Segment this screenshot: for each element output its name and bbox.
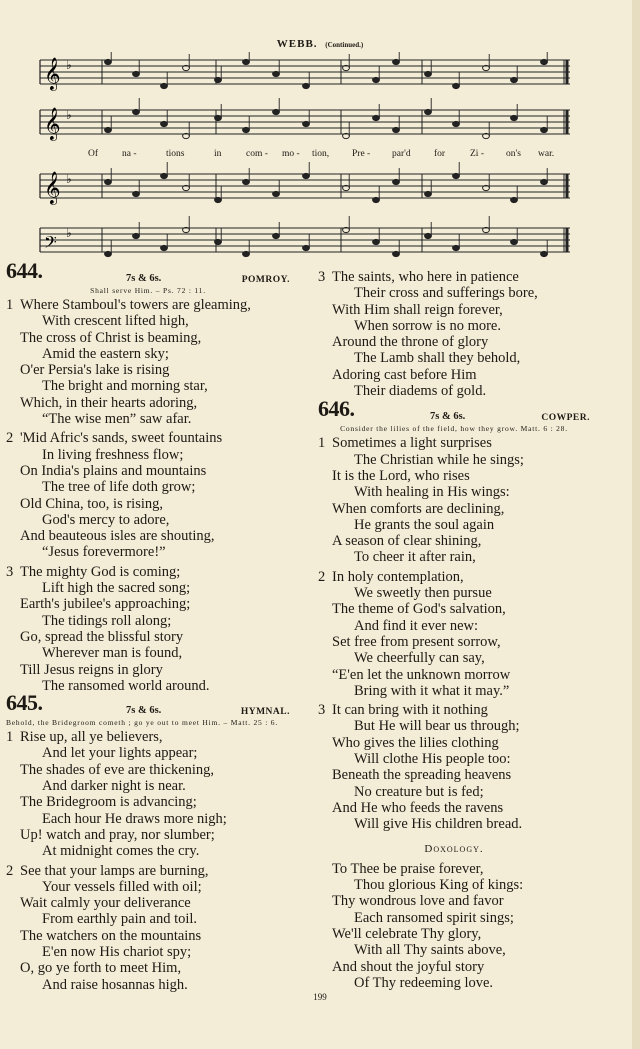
doxology-verses: [318, 861, 590, 991]
verse-text: And darker night is near.: [42, 778, 186, 795]
scripture-reference: Shall serve Him. – Ps. 72 : 11.: [90, 286, 206, 295]
verse-text: Wherever man is found,: [42, 645, 183, 662]
verse-line: [6, 811, 290, 827]
scripture-reference: Consider the lilies of the field, how they grow. Matt. 6 : 28.: [340, 424, 568, 434]
verse-line: [318, 585, 590, 601]
verse-line: [318, 601, 590, 617]
flat-icon: ♭: [66, 226, 72, 240]
verse-line: [6, 895, 290, 911]
verse-line: [6, 297, 290, 313]
lyric-syllable: Pre -: [352, 149, 371, 159]
note-head: [133, 191, 140, 196]
verse-text: “The wise men” saw afar.: [42, 411, 192, 428]
note-head: [393, 59, 400, 64]
verse-line: [318, 484, 590, 500]
verse-text: God's mercy to adore,: [42, 511, 170, 528]
note-head: [425, 191, 432, 196]
verse-line: [6, 960, 290, 976]
verse-text: The tidings roll along;: [42, 612, 172, 629]
tune-name: WEBB.: [276, 38, 318, 50]
verse-text: The Lamb shall they behold,: [354, 350, 521, 367]
verse-text: The Bridegroom is advancing;: [20, 794, 197, 811]
lyric-syllable: Zi -: [470, 149, 484, 159]
note-head: [273, 71, 280, 76]
verse-line: [318, 367, 590, 383]
lyric-syllable: war.: [538, 149, 555, 159]
verse-text: No creature but is fed;: [354, 783, 484, 800]
hymn-verses: [6, 297, 290, 694]
verse-text: 'Mid Afric's sands, sweet fountains: [20, 430, 223, 447]
note-head: [511, 115, 518, 120]
note-head: [541, 251, 548, 256]
verse-text: Amid the eastern sky;: [42, 345, 169, 362]
note-head: [511, 239, 518, 244]
verse-text: The tree of life doth grow;: [42, 479, 196, 496]
note-head: [373, 239, 380, 244]
verse-line: [6, 729, 290, 745]
verse-line: [318, 816, 590, 832]
hymn-tune: POMROY.: [241, 275, 290, 285]
verse-text: Around the throne of glory: [332, 334, 489, 351]
verse-line: [318, 285, 590, 301]
verse-number: 2: [6, 430, 14, 447]
verse-text: With healing in His wings:: [354, 484, 510, 501]
verse-line: [318, 718, 590, 734]
note-head: [303, 173, 310, 178]
music-score: [36, 52, 576, 262]
verse-line: [6, 463, 290, 479]
note-head: [303, 83, 310, 88]
verse-line: [318, 435, 590, 451]
verse-text: The ransomed world around.: [42, 677, 210, 694]
verse-line: [6, 863, 290, 879]
hymn-meter: 7s & 6s.: [430, 411, 466, 423]
note-head: [161, 173, 168, 178]
verse-text: Set free from present sorrow,: [332, 633, 501, 650]
verse-text: At midnight comes the cry.: [42, 843, 200, 860]
lyric-syllable: com -: [246, 149, 268, 159]
verse-text: It is the Lord, who rises: [332, 467, 470, 484]
doxology-line: We'll celebrate Thy glory,: [332, 925, 482, 942]
note-head: [541, 179, 548, 184]
verse: [6, 297, 290, 427]
verse-line: [6, 512, 290, 528]
verse-line: [318, 800, 590, 816]
verse-text: E'en now His chariot spy;: [42, 943, 192, 960]
verse-line: [318, 302, 590, 318]
verse-text: The bright and morning star,: [42, 378, 208, 395]
verse-text: With Him shall reign forever,: [332, 301, 503, 318]
doxology-line: Each ransomed spirit sings;: [354, 909, 514, 926]
note-head: [373, 197, 380, 202]
verse-text: The shades of eve are thickening,: [20, 761, 215, 778]
bass-clef-icon: 𝄢: [44, 232, 57, 256]
verse-text: Beneath the spreading heavens: [332, 767, 512, 784]
verse-text: In living freshness flow;: [42, 446, 184, 463]
note-head: [243, 127, 250, 132]
verse-text: To cheer it after rain,: [354, 549, 476, 566]
note-head: [425, 233, 432, 238]
hymn-number: 645.: [6, 690, 43, 716]
note-head: [393, 251, 400, 256]
verse-text: See that your lamps are burning,: [20, 862, 209, 879]
verse-line: [318, 702, 590, 718]
verse-line: [6, 596, 290, 612]
note-head: [373, 115, 380, 120]
verse-text: The theme of God's salvation,: [332, 601, 506, 618]
verse: [318, 569, 590, 699]
treble-clef-icon: 𝄞: [44, 57, 61, 90]
hymn-tune: COWPER.: [541, 413, 590, 424]
note-head: [393, 127, 400, 132]
verse-text: Their cross and sufferings bore,: [354, 285, 538, 302]
note-head: [243, 179, 250, 184]
hymn-number: 646.: [318, 396, 355, 422]
verse-line: [6, 580, 290, 596]
note-head: [453, 245, 460, 250]
verse: [318, 269, 590, 399]
hymn-header: [6, 690, 290, 721]
lyric-syllable: tions: [166, 149, 185, 159]
note-head: [373, 77, 380, 82]
hymn-header: [318, 396, 590, 427]
note-head: [161, 83, 168, 88]
verse: [6, 863, 290, 993]
verse-line: [6, 378, 290, 394]
verse-line: [318, 452, 590, 468]
note-head: [133, 109, 140, 114]
verse-text: Will give His children bread.: [354, 816, 523, 833]
verse-number: 1: [6, 297, 14, 313]
verse-text: On India's plains and mountains: [20, 462, 207, 479]
note-head: [453, 83, 460, 88]
verse-line: [6, 678, 290, 694]
verse-text: The watchers on the mountains: [20, 927, 202, 944]
verse-line: [6, 346, 290, 362]
note-head: [161, 245, 168, 250]
verse-line: [6, 778, 290, 794]
verse: [6, 430, 290, 560]
verse-line: [318, 667, 590, 683]
verse-text: Old China, too, is rising,: [20, 495, 163, 512]
verse: [318, 702, 590, 832]
doxology-line: With all Thy saints above,: [354, 942, 506, 959]
lyric-syllable: par'd: [392, 149, 411, 159]
verse-number: 3: [318, 269, 326, 285]
hymn-meter: 7s & 6s.: [126, 705, 162, 717]
page-number: 199: [313, 992, 327, 1002]
verse-line: [6, 479, 290, 495]
note-head: [215, 115, 222, 120]
verse: [6, 729, 290, 859]
verse-number: 2: [6, 862, 14, 879]
verse-text: And raise hosannas high.: [42, 976, 188, 993]
scripture-reference: Behold, the Bridegroom cometh ; go ye out to meet Him. – Matt. 25 : 6.: [6, 718, 279, 728]
verse-number: 1: [6, 729, 14, 746]
verse-line: [6, 447, 290, 463]
verse-text: And let your lights appear;: [42, 745, 198, 762]
verse-text: The cross of Christ is beaming,: [20, 329, 202, 346]
verse-line: [6, 544, 290, 560]
verse-text: Bring with it what it may.”: [354, 682, 510, 699]
verse-line: [318, 269, 590, 285]
verse-line: [6, 430, 290, 446]
verse-text: “Jesus forevermore!”: [42, 544, 166, 561]
verse-text: Your vessels filled with oil;: [42, 878, 202, 895]
verse-number: 3: [318, 702, 326, 719]
lyric-syllable: on's: [506, 149, 521, 159]
flat-icon: ♭: [66, 108, 72, 122]
verse-line: [6, 843, 290, 859]
hymn-verses: [6, 729, 290, 993]
verse-text: The saints, who here in patience: [332, 269, 519, 285]
verse: [6, 564, 290, 694]
verse-text: And beauteous isles are shouting,: [20, 528, 215, 545]
verse-text: Earth's jubilee's approaching;: [20, 596, 191, 613]
verse-text: We sweetly then pursue: [354, 585, 492, 602]
verse-line: [6, 745, 290, 761]
verse-text: From earthly pain and toil.: [42, 911, 198, 928]
verse-line: [6, 827, 290, 843]
verse-line: [6, 313, 290, 329]
verse-line: [318, 533, 590, 549]
verse-text: Sometimes a light surprises: [332, 435, 492, 452]
verse-text: When sorrow is no more.: [354, 317, 501, 334]
verse-text: We cheerfully can say,: [354, 650, 485, 667]
page-edge: [632, 0, 640, 1049]
right-column: [318, 269, 590, 991]
verse-line: [6, 395, 290, 411]
verse-line: [318, 751, 590, 767]
note-head: [511, 197, 518, 202]
doxology-line: And shout the joyful story: [332, 958, 485, 975]
hymn-number: 644.: [6, 258, 43, 283]
verse-line: [6, 330, 290, 346]
verse-text: He grants the soul again: [354, 516, 495, 533]
verse-line: [6, 411, 290, 427]
hymn-meter: 7s & 6s.: [126, 273, 162, 284]
note-head: [541, 59, 548, 64]
flat-icon: ♭: [66, 172, 72, 186]
hymn-verses: [318, 269, 590, 399]
verse-line: [6, 496, 290, 512]
doxology-line: Thy wondrous love and favor: [332, 893, 504, 910]
left-column: [6, 258, 290, 996]
verse-text: Adoring cast before Him: [332, 366, 477, 383]
lyric-syllable: mo -: [282, 149, 300, 159]
verse-line: [6, 629, 290, 645]
verse-line: [318, 517, 590, 533]
verse-text: With crescent lifted high,: [42, 313, 189, 330]
tune-heading: [0, 38, 640, 50]
verse-line: [6, 528, 290, 544]
hymn-tune: HYMNAL.: [240, 707, 290, 718]
verse-text: And He who feeds the ravens: [332, 799, 504, 816]
verse-text: A season of clear shining,: [332, 533, 482, 550]
verse: [318, 435, 590, 565]
note-head: [105, 251, 112, 256]
verse-text: And find it ever new:: [354, 617, 479, 634]
note-head: [161, 121, 168, 126]
hymn-header: [6, 258, 290, 289]
verse-line: [318, 767, 590, 783]
lyric-syllable: na -: [122, 149, 137, 159]
verse-text: Which, in their hearts adoring,: [20, 394, 198, 411]
verse-line: [6, 762, 290, 778]
verse-line: [318, 650, 590, 666]
hymn-verses: [318, 435, 590, 832]
verse-line: [318, 501, 590, 517]
verse-text: Go, spread the blissful story: [20, 628, 184, 645]
verse-line: [318, 683, 590, 699]
verse-line: [318, 634, 590, 650]
note-head: [453, 173, 460, 178]
note-head: [133, 233, 140, 238]
verse-text: The mighty God is coming;: [20, 563, 181, 580]
verse-line: [6, 879, 290, 895]
note-head: [105, 59, 112, 64]
verse-text: Rise up, all ye believers,: [20, 729, 163, 746]
verse-line: [318, 784, 590, 800]
note-head: [105, 127, 112, 132]
verse-text: Will clothe His people too:: [354, 751, 511, 768]
note-head: [303, 121, 310, 126]
lyric-syllable: in: [214, 149, 222, 159]
verse-line: [318, 334, 590, 350]
verse-line: [6, 662, 290, 678]
verse-number: 3: [6, 563, 14, 580]
verse-line: [6, 794, 290, 810]
verse-line: [318, 735, 590, 751]
verse-line: [6, 928, 290, 944]
verse-text: Who gives the lilies clothing: [332, 734, 499, 751]
note-head: [273, 191, 280, 196]
note-head: [133, 71, 140, 76]
verse-line: [318, 468, 590, 484]
verse-line: [318, 350, 590, 366]
verse-text: When comforts are declining,: [332, 500, 505, 517]
note-head: [273, 109, 280, 114]
lyric-syllable: Of: [88, 149, 99, 159]
verse-text: It can bring with it nothing: [332, 702, 488, 719]
verse-text: Each hour He draws more nigh;: [42, 810, 227, 827]
verse-number: 2: [318, 568, 326, 585]
treble-clef-icon: 𝄞: [44, 171, 61, 204]
verse-line: [6, 911, 290, 927]
verse-line: [6, 564, 290, 580]
lyric-syllable: for: [434, 149, 446, 159]
note-head: [243, 59, 250, 64]
verse-text: Lift high the sacred song;: [42, 580, 191, 597]
verse-text: Wait calmly your deliverance: [20, 895, 191, 912]
verse-number: 1: [318, 435, 326, 452]
verse-line: [6, 977, 290, 993]
verse-text: Their diadems of gold.: [354, 383, 487, 400]
note-head: [303, 245, 310, 250]
note-head: [425, 71, 432, 76]
verse-text: “E'en let the unknown morrow: [332, 666, 511, 683]
verse-line: [6, 645, 290, 661]
verse-line: [318, 318, 590, 334]
verse-text: In holy contemplation,: [332, 568, 464, 585]
note-head: [105, 179, 112, 184]
note-head: [215, 239, 222, 244]
note-head: [453, 121, 460, 126]
note-head: [215, 197, 222, 202]
doxology-line: Of Thy redeeming love.: [354, 974, 494, 991]
verse-line: [6, 362, 290, 378]
note-head: [541, 127, 548, 132]
verse-text: Where Stamboul's towers are gleaming,: [20, 297, 251, 313]
note-head: [215, 77, 222, 82]
flat-icon: ♭: [66, 58, 72, 72]
note-head: [393, 179, 400, 184]
note-head: [425, 109, 432, 114]
treble-clef-icon: 𝄞: [44, 107, 61, 140]
verse-line: [318, 569, 590, 585]
doxology-title: Doxology.: [424, 842, 484, 855]
note-head: [273, 233, 280, 238]
doxology-line: Thou glorious King of kings:: [354, 877, 524, 894]
verse-line: [6, 944, 290, 960]
verse-text: But He will bear us through;: [354, 718, 520, 735]
lyric-syllable: tion,: [312, 149, 330, 159]
verse-text: Up! watch and pray, nor slumber;: [20, 826, 215, 843]
continued-label: (Continued.): [325, 41, 364, 49]
verse-text: O'er Persia's lake is rising: [20, 362, 170, 379]
note-head: [243, 251, 250, 256]
verse-line: [6, 613, 290, 629]
verse-line: [318, 383, 590, 399]
verse-line: [318, 618, 590, 634]
note-head: [511, 77, 518, 82]
verse-text: The Christian while he sings;: [354, 451, 524, 468]
verse-text: O, go ye forth to meet Him,: [20, 960, 182, 977]
doxology-line: To Thee be praise forever,: [332, 860, 484, 877]
verse-text: Till Jesus reigns in glory: [20, 661, 163, 678]
verse-line: [318, 549, 590, 565]
